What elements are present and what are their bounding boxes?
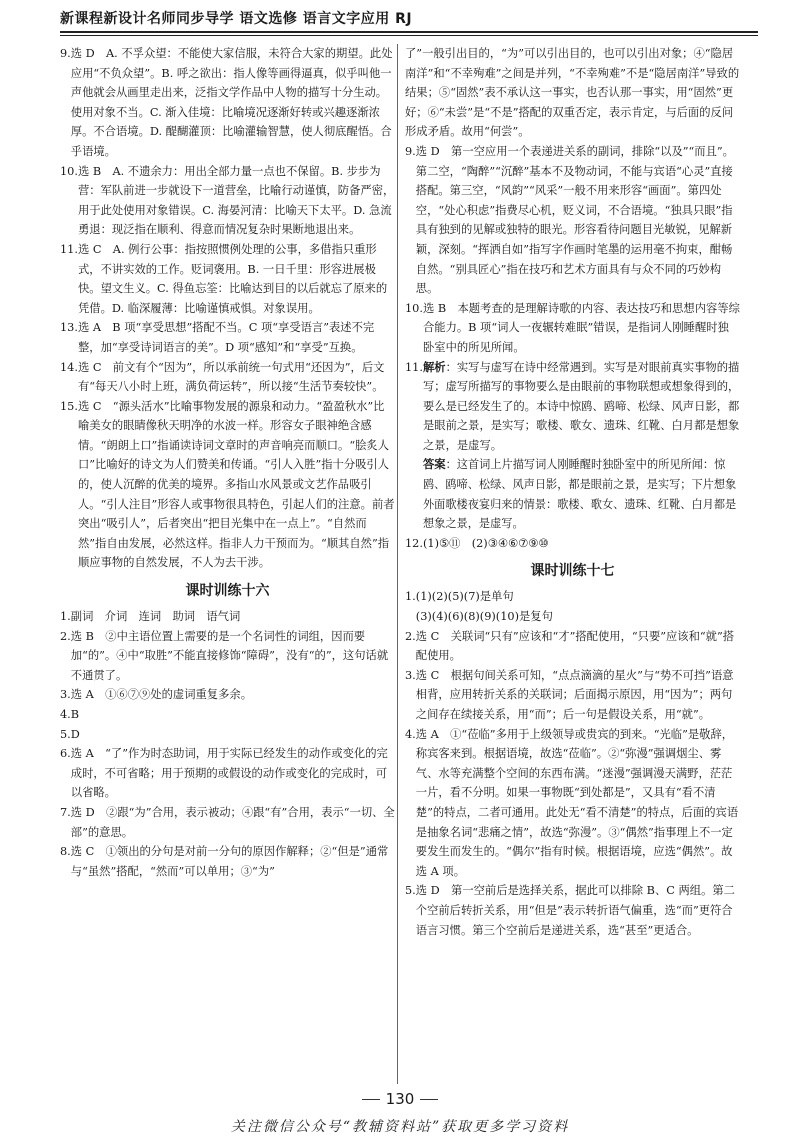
answer-item: 10. 选 B A. 不遗余力：用出全部力量一点也不保留。B. 步步为营：军队前进一步就设下一道营垒，比喻行动谨慎，防备严密，用于此处使用对象错误。C. 海晏河清：比喻天下太平。D. 急流勇退：现泛指在顺利、得意而情况复杂时果断地退出来。	[60, 164, 395, 237]
answer-item: 4. B	[60, 708, 80, 721]
answer-list	[405, 587, 740, 940]
answer-item: 5. D	[60, 727, 80, 741]
answer-item: 8. 选 C ①领出的分句是对前一分句的原因作解释；②“但是”通常与“虽然”搭配，“然而”可以单用；③“为”	[60, 845, 389, 878]
answer-list	[60, 44, 395, 573]
answer-item: 9. 选 D 第一空应用一个表递进关系的副词，排除“以及”“而且”。第二空，“陶醉”“沉醉”基本不及物动词，不能与宾语“心灵”直接搭配。第三空，“风韵”“风采”一般不用来形容“画面”。第四处空，“处心积虑”指费尽心机，贬义词，不合语境。“独具只眼”指具有独到的见解或独特的眼光。形容看待问题目光敏锐，见解新颖，深刻。“挥洒自如”指写字作画时笔墨的运用毫不拘束，酣畅自然。“别具匠心”指在技巧和艺术方面具有与众不同的巧妙构思。	[405, 144, 734, 296]
answer-item: 9. 选 D A. 不孚众望：不能使大家信服，未符合大家的期望。此处应用“不负众望”。B. 呼之欲出：指人像等画得逼真，似乎叫他一声他就会从画里走出来，泛指文学作品中人物的描写十分生动。使用对象不当。C. 渐入佳境：比喻境况逐渐好转或兴趣逐渐浓厚。不合语境。D. 醍醐灌顶：比喻灌输智慧，使人彻底醒悟。合乎语境。	[60, 47, 393, 158]
answer-item: 13. 选 A B 项“享受思想”搭配不当。C 项“享受语言”表述不完整，加“享受诗词语言的美”。D 项“感知”和“享受”互换。	[60, 321, 375, 354]
answer-item: 14. 选 C 前文有个“因为”，所以承前统一句式用“还因为”，后文有“每天八小时上班，满负荷运转”，所以接“生活节奏较快”。	[60, 360, 385, 394]
answer-item: 2. 选 C 关联词“只有”应该和“才”搭配使用，“只要”应该和“就”搭配使用。	[405, 629, 735, 663]
header-rule	[60, 31, 758, 33]
answer-item: 10. 选 B 本题考查的是理解诗歌的内容、表达技巧和思想内容等综合能力。B 项“词人一夜辗转难眠”错误，是指词人刚睡醒时独卧室中的所见所闻。	[405, 301, 740, 354]
answer-item: 4. 选 A ①“莅临”多用于上级领导或贵宾的到来。“光临”是敬辞，称宾客来到。根据语境，故选“莅临”。②“弥漫”强调烟尘、雾气、水等充满整个空间的东西布满。“迷漫”强调漫天满野，茫茫一片，看不分明。如果一事物既“到处都是”，又具有“看不清楚”的特点，二者可通用。此处无“看不清楚”的特点，后面的宾语是抽象名词“悲痛之情”，故选“弥漫”。③“偶然”指事理上不一定要发生而发生的。“偶尔”指有时候。根据语境，应选“偶然”。故选 A 项。	[405, 727, 739, 878]
answer-item: 1. 副词 介词 连词 助词 语气词	[60, 610, 241, 624]
answer-list	[405, 44, 740, 553]
running-header: 新课程新设计名师同步导学 语文选修 语言文字应用 RJ	[60, 11, 413, 27]
left-column	[60, 44, 395, 881]
answer-item: 5. 选 D 第一空前后是选择关系，据此可以排除 B、C 两组。第二个空前后转折关系，用“但是”表示转折语气偏重，选“而”更符合语言习惯。第三个空前后是递进关系，选“甚至”更适合。	[405, 884, 735, 937]
answer-list	[60, 607, 395, 881]
answer-item: 6. 选 A “了”作为时态助词，用于实际已经发生的动作或变化的完成时，不可省略；用于预期的或假设的动作或变化的完成时，可以省略。	[60, 747, 388, 800]
answer-item: 7. 选 D ②跟“为”合用，表示被动；④跟“有”合用，表示“一切、全部”的意思。	[60, 805, 395, 839]
answer-item: 1. (1)(2)(5)(7)是单句 (3)(4)(6)(8)(9)(10)是复句	[405, 590, 553, 624]
answer-item: 3. 选 A ①⑥⑦⑨处的虚词重复多余。	[60, 688, 252, 702]
analysis-label: 解析	[422, 360, 446, 374]
answer-item: 12. (1)⑤⑪ (2)③④⑥⑦⑨⑩	[405, 536, 549, 550]
page-number: 130	[340, 1090, 460, 1108]
answer-item: 2. 选 B ②中主语位置上需要的是一个名词性的词组，因而要加“的”。④中“取胜”不能直接修饰“障碍”，没有“的”，这句话就不通贯了。	[60, 629, 389, 682]
answer-item: 11. 选 C A. 例行公事：指按照惯例处理的公事，多借指只重形式，不讲实效的工作。贬词褒用。B. 一日千里：形容进展极快。望文生义。C. 得鱼忘筌：比喻达到目的以后就忘了原来的凭借。D. 临深履薄：比喻谨慎戒惧。对象误用。	[60, 242, 388, 315]
section-title: 课时训练十七	[530, 563, 615, 580]
section-title: 课时训练十六	[185, 583, 270, 600]
answer-item: 15. 选 C “源头活水”比喻事物发展的源泉和动力。“盈盈秋水”比喻美女的眼睛像秋天明净的水波一样。形容女子眼神绝含感情。“朗朗上口”指诵读诗词文章时的声音响亮而顺口。“脍炙人口”比喻好的诗文为人们赞美和传诵。“引人入胜”指十分吸引人的，使人沉醉的优美的境界。多指山水风景或文艺作品吸引人。“引人注目”形容人或事物很具特色，引起人们的注意。前者突出“吸引人”，后者突出“把目光集中在一点上”。“自然而然”指自由发展，必然这样。指非人力干预而为。“顺其自然”指顺应事物的自然发展，不人为去干涉。	[60, 399, 395, 570]
answer-item-analysis: 11. 解析：实写与虚写在诗中经常遇到。实写是对眼前真实事物的描写；虚写所描写的事物要么是由眼前的事物联想或想象得到的，要么是已经发生了的。本诗中惊鸥、鸥啼、松绿、风声日影，都是眼前之景，是实写；歌楼、歌女、遗珠、红靴、白月都是想象之景，是虚写。 答案：这首词上片描写词人刚睡醒时独卧室中的所见所闻：惊鸥、鸥啼、松绿、风声日影，都是眼前之景，是实写；下片想象外面歌楼夜宴归来的情景：歌楼、歌女、遗珠、红靴、白月都是想象之景，是虚写。	[405, 360, 740, 531]
column-divider	[397, 44, 398, 1084]
header-rule-thin	[60, 35, 758, 36]
right-column	[405, 44, 740, 940]
answer-item-continued: 了”一般引出目的，“为”可以引出目的，也可以引出对象；④“隐居南洋”和“不幸殉难”之间是并列，“不幸殉难”不是“隐居南洋”导致的结果；⑤“固然”表不承认这一事实，也否认那一事实，用“固然”更好；⑥“未尝”是“不是”搭配的双重否定，表示肯定，与后面的反问形成矛盾。故用“何尝”。	[405, 47, 740, 139]
footer-watermark: 关注微信公众号“教辅资料站”获取更多学习资料	[230, 1119, 570, 1135]
answer-item: 3. 选 C 根据句间关系可知，“点点滴滴的星火”与“势不可挡”语意相背，应用转折关系的关联词；后面揭示原因，用“因为”；两句之间存在续接关系，用“而”；后一句是假设关系，用“就”。	[405, 668, 734, 721]
answer-label: 答案	[422, 458, 446, 472]
